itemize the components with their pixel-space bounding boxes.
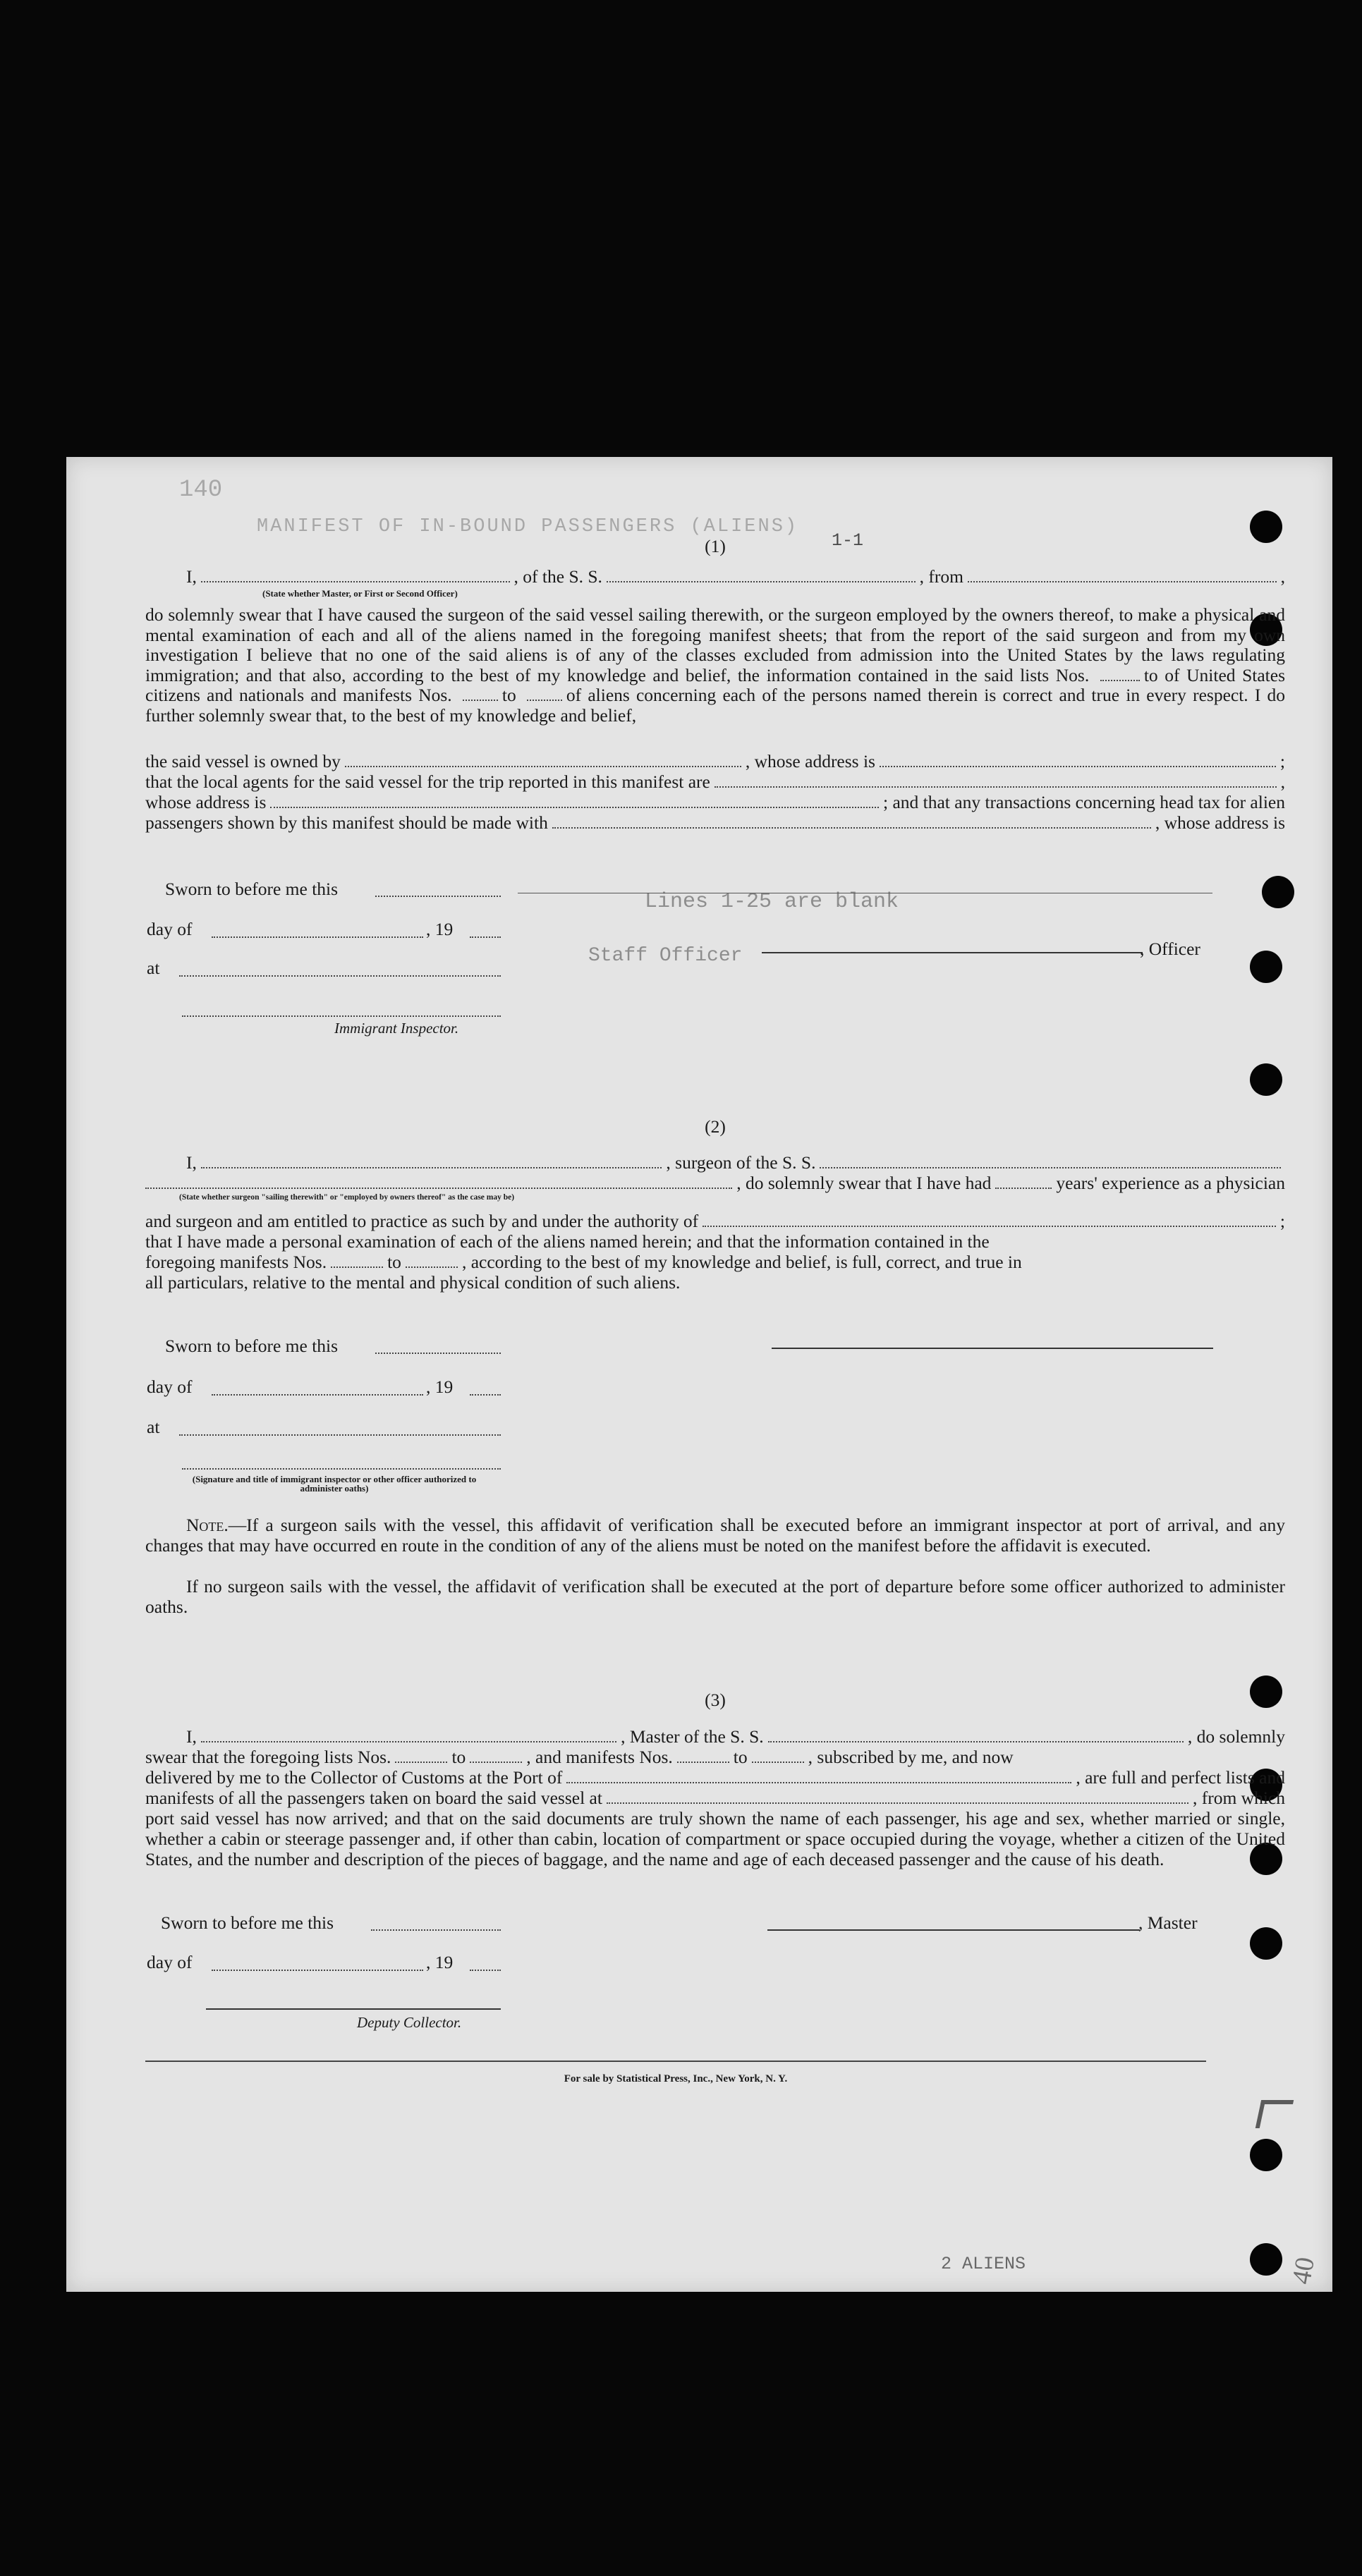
faded-title: MANIFEST OF IN-BOUND PASSENGERS (ALIENS) — [257, 516, 799, 537]
master-of-label: , Master of the S. S. — [621, 1726, 764, 1747]
at-field — [179, 975, 501, 977]
solemnly-label: , do solemnly swear that I have had — [736, 1173, 992, 1193]
section2-line4: that I have made a personal examination of each of the aliens named herein; and that the information contained in the — [145, 1231, 990, 1252]
footer-imprint: For sale by Statistical Press, Inc., New York, N. Y. — [564, 2073, 788, 2084]
section3-line3 — [145, 1767, 1285, 1788]
section1-to: to — [1143, 664, 1158, 685]
punch-hole — [1250, 2243, 1282, 2276]
according-label: , according to the best of my knowledge and belief, is full, correct, and true in — [461, 1252, 1022, 1272]
years-field — [995, 1187, 1052, 1189]
officer-sig-line — [762, 952, 1143, 953]
note-label: Note. — [186, 1515, 229, 1535]
faded-number: 140 — [179, 477, 223, 503]
deputy-sig-line — [206, 2008, 501, 2010]
section1-ss: , of the S. S. — [513, 566, 602, 587]
section3-number: (3) — [705, 1690, 726, 1710]
manifest-to-field — [406, 1266, 458, 1268]
section1-body-text: do solemnly swear that I have caused the surgeon of the said vessel sailing therewith, or the surgeon employed by the owners thereof, to make a physical and mental examination of each and all of the aliens named in the foregoing manifest sheets; that from the report of the said surgeon and from my own investigation I believe that no one of the said aliens is of any of the classes excluded from admission into the United States by the laws regulating immigration; and that also, according to the best of my knowledge and belief, the information contained in the said lists Nos. — [145, 604, 1285, 685]
passengers-label: passengers shown by this manifest should be made with — [145, 812, 548, 833]
section2-i: I, — [186, 1152, 197, 1173]
section1-year: , 19 — [426, 919, 454, 939]
from-which-label: , from which — [1192, 1788, 1285, 1808]
owned-by-label: the said vessel is owned by — [145, 751, 341, 771]
manifest-page — [66, 457, 1332, 2292]
master-label: , Master — [1138, 1912, 1198, 1933]
port-field — [566, 1781, 1071, 1783]
section3-line2 — [145, 1747, 1285, 1767]
stamp-staff-officer: Staff Officer — [588, 945, 743, 967]
section2-at: at — [147, 1417, 160, 1437]
manifests-of-label: manifests of all the passengers taken on board the said vessel at — [145, 1788, 602, 1808]
punch-hole — [1262, 876, 1294, 908]
section2-line2 — [145, 1173, 1285, 1193]
swear-label: swear that the foregoing lists Nos. — [145, 1747, 391, 1767]
years-label: years' experience as a physician — [1056, 1173, 1285, 1193]
section3-line4 — [145, 1788, 1285, 1808]
owned-by-line: the said vessel is owned by , whose address is ; — [145, 751, 1285, 771]
section3-to: to — [451, 1747, 466, 1767]
section1-from: , from — [919, 566, 963, 587]
master-sig-line — [767, 1929, 1140, 1931]
practice-label: and surgeon and am entitled to practice as such by and under the authority of — [145, 1211, 699, 1231]
year-field — [470, 936, 501, 938]
manifests-to-field — [752, 1761, 804, 1763]
section2-line6: all particulars, relative to the mental and physical condition of such aliens. — [145, 1272, 681, 1293]
section1-body — [145, 605, 1285, 726]
officer-field — [201, 580, 510, 582]
marginal-number: 40 — [1287, 2254, 1320, 2287]
sworn2-field — [375, 1353, 501, 1354]
surgeon-caption: (State whether surgeon "sailing therewith" or "employed by owners thereof" as the case may be) — [179, 1193, 515, 1202]
owner-address-label: , whose address is — [745, 751, 875, 771]
section2-day-of: day of — [147, 1376, 193, 1397]
authority-field — [703, 1225, 1276, 1227]
full-label: , are full and perfect lists and — [1076, 1767, 1285, 1788]
master-name-field — [201, 1740, 616, 1742]
sworn-rule — [375, 896, 501, 897]
foregoing-label: foregoing manifests Nos. — [145, 1252, 327, 1272]
passengers-line — [145, 812, 1285, 833]
section1-to-2: to — [501, 685, 516, 705]
section3-body: port said vessel has now arrived; and that on the said documents are truly shown the name of each passenger, his age and sex, whether married or single, whether a cabin or steerage passenger and, if other than cabin, location of compartment or space occupied during the voyage, whether a citizen of the United States, and the number and description of the pieces of baggage, and the name and age of each deceased passenger and the cause of his death. — [145, 1808, 1285, 1869]
section1-at: at — [147, 958, 160, 978]
agents-label: that the local agents for the said vessel for the trip reported in this manifest are — [145, 771, 710, 792]
officer-label: , Officer — [1140, 939, 1200, 959]
section1-of-us: of United States citizens and nationals and manifests Nos. — [145, 664, 1286, 705]
boarding-port-field — [607, 1802, 1188, 1804]
year2-field — [470, 1394, 501, 1396]
surgeon-name-field — [201, 1166, 662, 1168]
agent-address-line — [145, 792, 1285, 812]
day-field — [212, 936, 423, 938]
sworn3-field — [371, 1929, 501, 1931]
section2-line5 — [145, 1252, 1285, 1272]
manifests-from-field — [677, 1761, 729, 1763]
inspector-label: Immigrant Inspector. — [334, 1020, 459, 1037]
agents-line: that the local agents for the said vessel for the trip reported in this manifest are , — [145, 771, 1285, 792]
footer-rule — [145, 2061, 1206, 2062]
manifest-from-field — [331, 1266, 383, 1268]
note-paragraph-1 — [145, 1515, 1285, 1556]
section3-day-of: day of — [147, 1952, 193, 1972]
head-tax-label: ; and that any transactions concerning head tax for alien — [883, 792, 1285, 812]
section2-year: , 19 — [426, 1376, 454, 1397]
surgeon-sig-line — [772, 1348, 1213, 1349]
signature-caption: (Signature and title of immigrant inspector or other officer authorized to administer oaths) — [192, 1474, 477, 1494]
section1-header-line: I, , of the S. S. , from , — [186, 566, 1285, 587]
stamp-blank-lines: Lines 1-25 are blank — [645, 890, 899, 914]
at2-field — [179, 1434, 501, 1436]
note-paragraph-2: If no surgeon sails with the vessel, the affidavit of verification shall be executed at the port of departure before some officer authorized to administer oaths. — [145, 1576, 1285, 1617]
punch-hole — [1250, 1063, 1282, 1096]
section3-sworn: Sworn to before me this — [161, 1912, 334, 1933]
section3-line1 — [145, 1726, 1285, 1747]
vessel-field — [607, 580, 916, 582]
and-manifests-label: , and manifests Nos. — [526, 1747, 673, 1767]
owner-address-field — [880, 765, 1276, 767]
master-vessel-field — [768, 1740, 1184, 1742]
owner-field — [345, 765, 741, 767]
section2-line3: and surgeon and am entitled to practice as such by and under the authority of ; — [145, 1211, 1285, 1231]
head-tax-address-label: , whose address is — [1155, 812, 1285, 833]
note-text-1: —If a surgeon sails with the vessel, this affidavit of verification shall be executed before an immigrant inspector at port of arrival, and any changes that may have occurred en route in the condition of any of the aliens must be noted on the manifest before the affidavit is executed. — [145, 1515, 1285, 1556]
do-solemnly-label: , do solemnly — [1187, 1726, 1286, 1747]
section1-day-of: day of — [147, 919, 193, 939]
surgeon-vessel-field — [820, 1166, 1281, 1168]
lists-from-field — [395, 1761, 447, 1763]
punch-hole — [1250, 2139, 1282, 2171]
day2-field — [212, 1394, 423, 1396]
from-field — [968, 580, 1277, 582]
punch-hole — [1250, 1927, 1282, 1960]
paper-clip-mark — [1255, 2100, 1294, 2128]
punch-hole — [1250, 951, 1282, 983]
section3-year: , 19 — [426, 1952, 454, 1972]
section2-line1 — [145, 1152, 1285, 1173]
faded-footer-stamp: 2 ALIENS — [941, 2254, 1026, 2274]
day3-field — [212, 1970, 423, 1971]
section1-of-aliens: of aliens concerning each of the persons named therein is correct and true in every respect. I do further solemnly swear that, to the best of my knowledge and belief, — [145, 685, 1286, 726]
surgeon-of-label: , surgeon of the S. S. — [666, 1152, 816, 1173]
section2-number: (2) — [705, 1116, 726, 1137]
section3-i: I, — [186, 1726, 197, 1747]
section1-number: (1) — [705, 536, 726, 556]
year3-field — [470, 1970, 501, 1971]
delivered-label: delivered by me to the Collector of Customs at the Port of — [145, 1767, 563, 1788]
agents-field — [715, 786, 1277, 788]
section1-sworn: Sworn to before me this — [165, 879, 339, 899]
section2-sworn: Sworn to before me this — [165, 1336, 339, 1356]
agent-address-field — [270, 806, 879, 808]
surgeon-type-field — [145, 1187, 732, 1189]
section3-to-2: to — [733, 1747, 748, 1767]
section2-to: to — [387, 1252, 401, 1272]
lists-to-field — [470, 1761, 522, 1763]
inspector-sig-line — [182, 1015, 501, 1017]
head-tax-field — [552, 826, 1151, 829]
officer-caption: (State whether Master, or First or Second Officer) — [262, 588, 458, 599]
deputy-label: Deputy Collector. — [357, 2014, 462, 2031]
inspector2-sig-line — [182, 1468, 501, 1470]
agent-address-label: whose address is — [145, 792, 267, 812]
section1-i: I, — [186, 566, 197, 587]
faded-section-mark: 1-1 — [832, 530, 864, 551]
subscribed-label: , subscribed by me, and now — [808, 1747, 1014, 1767]
